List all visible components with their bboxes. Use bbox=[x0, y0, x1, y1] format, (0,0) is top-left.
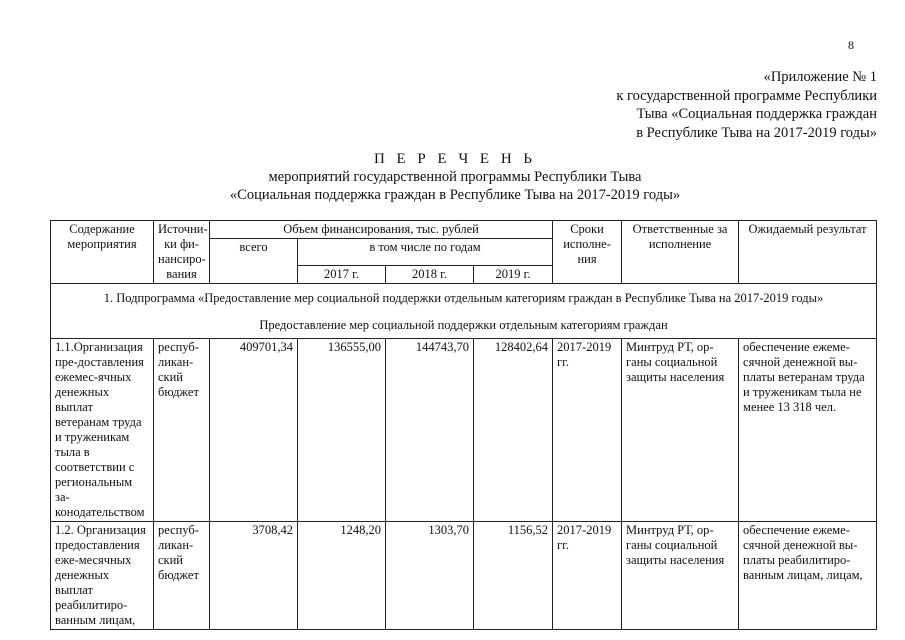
cell-source: респуб-ликан-ский бюджет bbox=[154, 339, 210, 522]
cell-responsible: Минтруд РТ, ор-ганы социальной защиты населения bbox=[622, 522, 739, 630]
cell-terms: 2017-2019 гг. bbox=[553, 339, 622, 522]
document-subtitle: мероприятий государственной программы Республики Тыва bbox=[268, 169, 642, 185]
measures-table bbox=[50, 220, 877, 630]
page-number: 8 bbox=[848, 38, 854, 52]
cell-content: 1.2. Организация предоставления еже-месячных денежных выплат реабилитиро-ванным лицам, bbox=[51, 522, 154, 630]
appendix-line: Тыва «Социальная поддержка граждан bbox=[636, 106, 877, 122]
header-year-2019: 2019 г. bbox=[474, 266, 553, 284]
header-row bbox=[51, 221, 877, 239]
cell-2017: 1248,20 bbox=[298, 522, 386, 630]
cell-content: 1.1.Организация пре-доставления ежемес-ячных денежных выплат ветеранам труда и труженикам тыла в соответствии с региональным за-конодательством bbox=[51, 339, 154, 522]
document-heading bbox=[60, 150, 850, 204]
header-by-year: в том числе по годам bbox=[298, 239, 553, 266]
document-title: П Е Р Е Ч Е Н Ь bbox=[373, 151, 537, 167]
header-sources: Источни-ки фи-нансиро-вания bbox=[154, 221, 210, 284]
appendix-line: «Приложение № 1 bbox=[763, 69, 877, 85]
appendix-note bbox=[572, 68, 877, 142]
section-subtitle: Предоставление мер социальной поддержки отдельным категориям граждан bbox=[259, 318, 668, 332]
header-financing: Объем финансирования, тыс. рублей bbox=[210, 221, 553, 239]
header-year-2017: 2017 г. bbox=[298, 266, 386, 284]
appendix-line: в Республике Тыва на 2017-2019 годы» bbox=[636, 124, 877, 141]
header-content: Содержание мероприятия bbox=[51, 221, 154, 284]
section-title: 1. Подпрограмма «Предоставление мер социальной поддержки отдельным категориям граждан в Республике Тыва на 2017-2019 годы» bbox=[103, 291, 824, 305]
cell-2017: 136555,00 bbox=[298, 339, 386, 522]
cell-terms: 2017-2019 гг. bbox=[553, 522, 622, 630]
appendix-line: к государственной программе Республики bbox=[616, 87, 877, 104]
cell-2019: 1156,52 bbox=[474, 522, 553, 630]
section-cell bbox=[51, 284, 877, 339]
header-responsible: Ответственные за исполнение bbox=[622, 221, 739, 284]
document-subtitle: «Социальная поддержка граждан в Республике Тыва на 2017-2019 годы» bbox=[229, 187, 681, 203]
header-year-2018: 2018 г. bbox=[386, 266, 474, 284]
section-row bbox=[51, 284, 877, 339]
cell-result: обеспечение ежеме-сячной денежной вы-платы ветеранам труда и труженикам тыла не менее 13 318 чел. bbox=[739, 339, 877, 522]
cell-responsible: Минтруд РТ, ор-ганы социальной защиты населения bbox=[622, 339, 739, 522]
cell-2018: 1303,70 bbox=[386, 522, 474, 630]
cell-source: респуб-ликан-ский бюджет bbox=[154, 522, 210, 630]
header-result: Ожидаемый результат bbox=[739, 221, 877, 284]
cell-result: обеспечение ежеме-сячной денежной вы-платы реабилитиро-ванным лицам, лицам, bbox=[739, 522, 877, 630]
cell-2019: 128402,64 bbox=[474, 339, 553, 522]
header-terms: Сроки исполне-ния bbox=[553, 221, 622, 284]
table-row bbox=[51, 522, 877, 630]
cell-total: 3708,42 bbox=[210, 522, 298, 630]
cell-2018: 144743,70 bbox=[386, 339, 474, 522]
table-row bbox=[51, 339, 877, 522]
header-total: всего bbox=[210, 239, 298, 284]
cell-total: 409701,34 bbox=[210, 339, 298, 522]
